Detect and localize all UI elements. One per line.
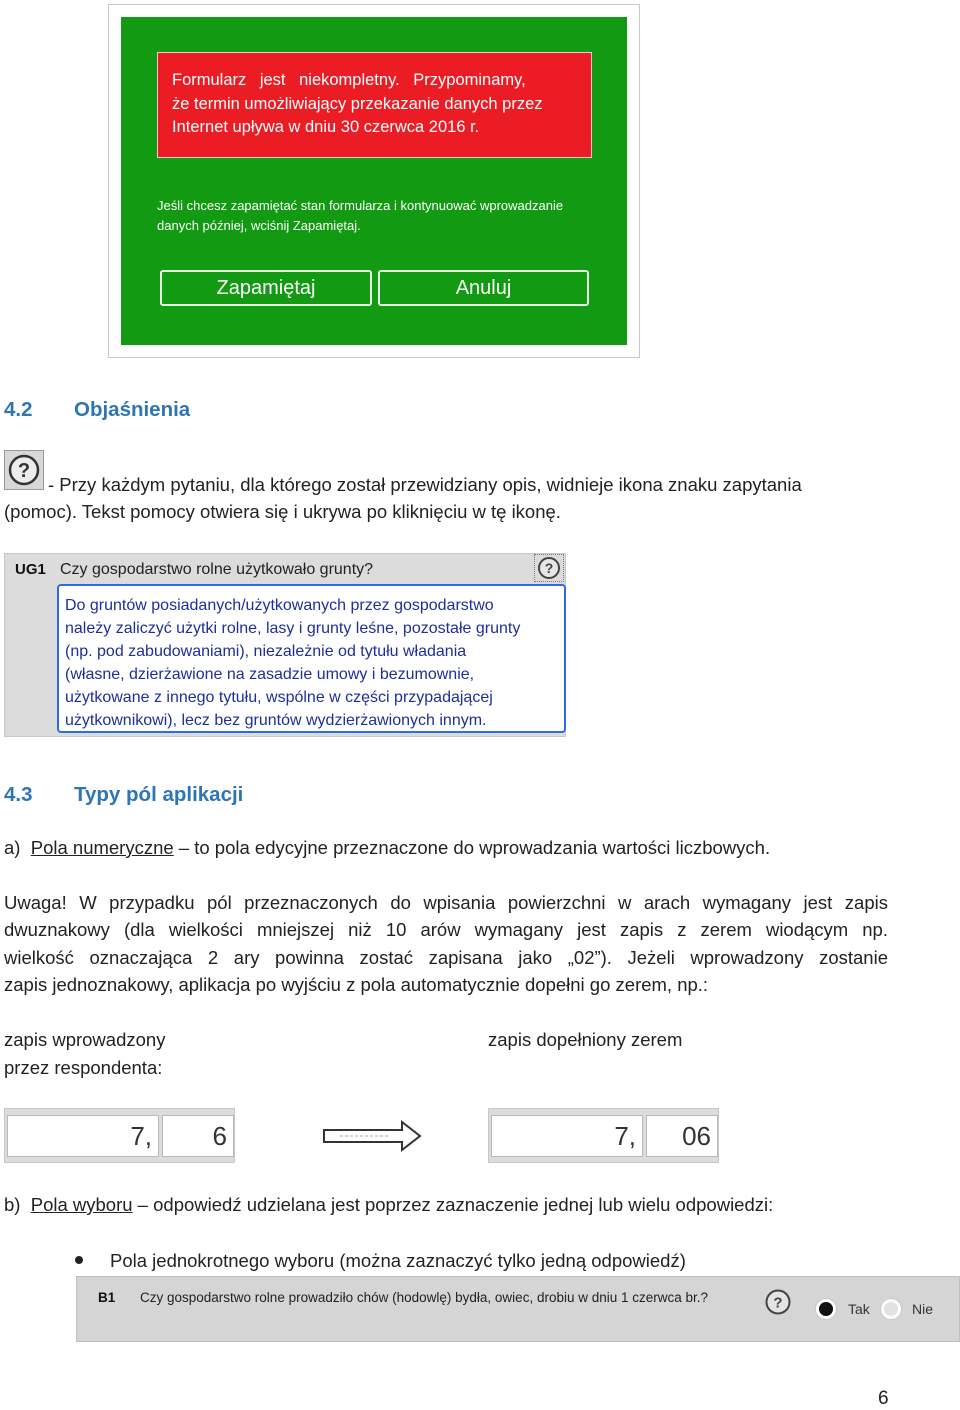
note-line: wielkość oznaczająca 2 ary powinna zostać zapisana jako „02”). Jeżeli wprowadzony zostanie [4,947,888,968]
question-code: B1 [98,1290,116,1305]
cancel-button[interactable]: Anuluj [378,270,589,306]
numeric-fields-item [4,834,770,862]
item-prefix: b) [4,1194,21,1215]
note-line: zapis jednoznakowy, aplikacja po wyjściu z pola automatycznie dopełni go zerem, np.: [4,974,709,995]
whole-part-input[interactable]: 7, [7,1115,159,1157]
warning-line: że termin umożliwiający przekazanie danych przez [172,94,543,113]
question-code: UG1 [15,561,46,578]
help-explanation-line-1: - Przy każdym pytaniu, dla którego został przewidziany opis, widnieje ikona znaku zapytania [48,474,802,495]
radio-no-label: Nie [912,1301,934,1317]
section-title: Objaśnienia [74,398,191,421]
choice-fields-term: Pola wyboru [30,1194,133,1215]
section-number: 4.2 [4,398,33,421]
save-button[interactable]: Zapamiętaj [160,270,372,306]
section-title: Typy pól aplikacji [74,783,244,806]
question-mark-icon[interactable] [764,1288,792,1316]
radio-no[interactable] [880,1298,902,1320]
whole-part-input[interactable]: 7, [491,1115,643,1157]
choice-fields-item [4,1191,773,1219]
numeric-fields-term: Pola numeryczne [30,837,174,858]
warning-line: Internet upływa w dniu 30 czerwca 2016 r. [172,118,480,136]
help-text-box [57,584,566,733]
section-heading-4-2 [4,398,190,422]
question-text: Czy gospodarstwo rolne użytkowało grunty? [60,561,374,578]
arrow-right-icon [322,1120,422,1152]
help-line: Do gruntów posiadanych/użytkowanych przez gospodarstwo [65,597,494,614]
info-line: danych później, wciśnij Zapamiętaj. [157,218,361,233]
info-line: Jeśli chcesz zapamiętać stan formularza i kontynuować wprowadzanie [157,198,564,213]
fraction-part-input[interactable]: 06 [646,1115,718,1157]
radio-yes-label: Tak [848,1301,870,1317]
help-line: użytkowane z innego tytułu, wspólne w części przypadającej [65,689,493,706]
radio-yes[interactable] [815,1298,837,1320]
warning-message [157,52,592,158]
entered-value-field [4,1108,235,1163]
item-prefix: a) [4,837,21,858]
section-number: 4.3 [4,783,33,806]
fraction-part-input[interactable]: 6 [162,1115,234,1157]
single-choice-bullet: Pola jednokrotnego wyboru (można zaznaczyć tylko jedną odpowiedź) [110,1250,686,1271]
warning-line: Formularz jest niekompletny. Przypominamy, [172,71,526,89]
section-heading-4-3 [4,783,243,807]
help-explanation-line-2: (pomoc). Tekst pomocy otwiera się i ukrywa po kliknięciu w tę ikonę. [4,501,561,522]
question-mark-icon [4,450,44,490]
item-description: – to pola edycyjne przeznaczone do wprowadzania wartości liczbowych. [173,837,771,858]
question-text: Czy gospodarstwo rolne prowadziło chów (hodowlę) bydła, owiec, drobiu w dniu 1 czerwca br.? [140,1290,709,1305]
page-number: 6 [878,1388,889,1409]
help-line: użytkownikowi), lecz bez gruntów wydzierżawionych innym. [65,712,487,729]
item-description: – odpowiedź udzielana jest poprzez zaznaczenie jednej lub wielu odpowiedzi: [132,1194,774,1215]
help-line: (własne, dzierżawione na zasadzie umowy i bezumownie, [65,666,475,683]
padded-caption: zapis dopełniony zerem [488,1029,683,1050]
note-line: dwuznakowy (dla wielkości mniejszej niż 10 arów wymagany jest zapis z zerem wiodącym np. [4,919,888,940]
help-line: (np. pod zabudowaniami), niezależnie od tytułu władania [65,643,467,660]
entered-caption: zapis wprowadzony [4,1029,166,1050]
question-mark-icon[interactable] [534,554,564,582]
svg-text:?: ? [17,460,31,482]
padded-value-field [488,1108,719,1163]
note-line: Uwaga! W przypadku pól przeznaczonych do wpisania powierzchni w arach wymagany jest zapis [4,892,888,913]
save-info-text [157,196,607,236]
svg-text:?: ? [544,560,554,576]
help-line: należy zaliczyć użytki rolne, lasy i grunty leśne, pozostałe grunty [65,620,521,637]
bullet-icon [75,1256,83,1264]
entered-caption: przez respondenta: [4,1057,163,1078]
svg-text:?: ? [773,1294,783,1312]
